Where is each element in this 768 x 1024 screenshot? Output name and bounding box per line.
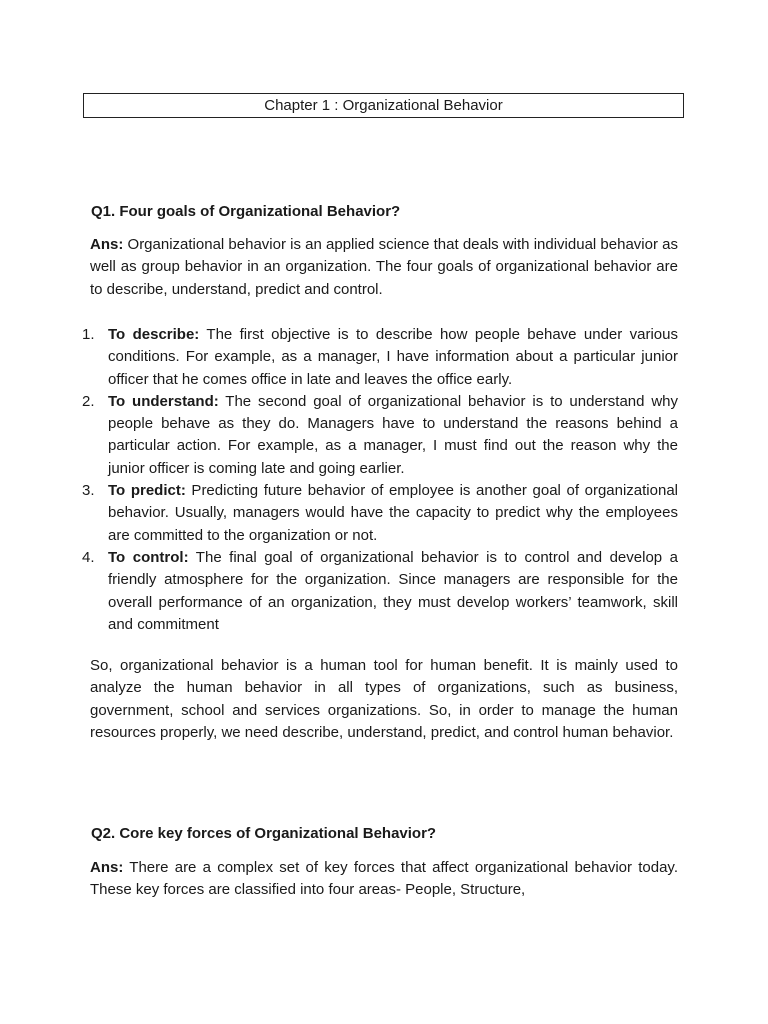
q1-answer: [90, 234, 678, 301]
chapter-title: Chapter 1 : Organizational Behavior: [83, 93, 684, 118]
list-item-number: 2.: [82, 392, 95, 410]
q1-answer-label: Ans:: [90, 236, 124, 253]
list-item-text: The second goal of organizational behavior is to understand why people behave as they do. Managers have to understand the reasons behind a particular action. For example, as a manager, I must find out the reason why the junior officer is coming late and going earlier.: [108, 392, 678, 477]
list-item-label: To understand:: [108, 392, 219, 410]
list-item: [82, 480, 678, 547]
list-item-label: To control:: [108, 548, 189, 566]
list-item-label: To predict:: [108, 482, 186, 500]
q1-answer-text: Organizational behavior is an applied science that deals with individual behavior as well as group behavior in an organization. The four goals of organizational behavior are to describe, understand, predict and control.: [90, 236, 678, 298]
list-item: [82, 547, 678, 636]
list-item-label: To describe:: [108, 326, 200, 343]
list-item-text: Predicting future behavior of employee is another goal of organizational behavior. Usually, managers would have the capacity to predict why the employees are committed to the organization or not.: [108, 482, 678, 544]
list-item: [82, 391, 678, 480]
list-item-number: 4.: [82, 548, 95, 566]
list-item-text: The first objective is to describe how people behave under various conditions. For example, as a manager, I have information about a particular junior officer that he comes office in late and leaves the office early.: [108, 326, 678, 388]
q1-goals-list: [82, 324, 678, 636]
q2-heading: Q2. Core key forces of Organizational Behavior?: [91, 825, 437, 842]
q2-answer-text: There are a complex set of key forces that affect organizational behavior today. These key forces are classified into four areas- People, Structure,: [90, 859, 678, 899]
list-item-text: The final goal of organizational behavior is to control and develop a friendly atmosphere for the organization. Since managers are responsible for the overall performance of an organization, they must develop workers’ teamwork, skill and commitment: [108, 548, 678, 633]
q2-answer: [90, 857, 678, 902]
q1-heading: Q1. Four goals of Organizational Behavior?: [91, 203, 401, 220]
q1-conclusion: So, organizational behavior is a human tool for human benefit. It is mainly used to analyze the human behavior in all types of organizations, such as business, government, school and services organizations. So, in order to manage the human resources properly, we need describe, understand, predict, and control human behavior.: [90, 657, 678, 741]
list-item: [82, 324, 678, 391]
q2-answer-label: Ans:: [90, 859, 124, 876]
list-item-number: 1.: [82, 326, 95, 343]
list-item-number: 3.: [82, 482, 95, 500]
